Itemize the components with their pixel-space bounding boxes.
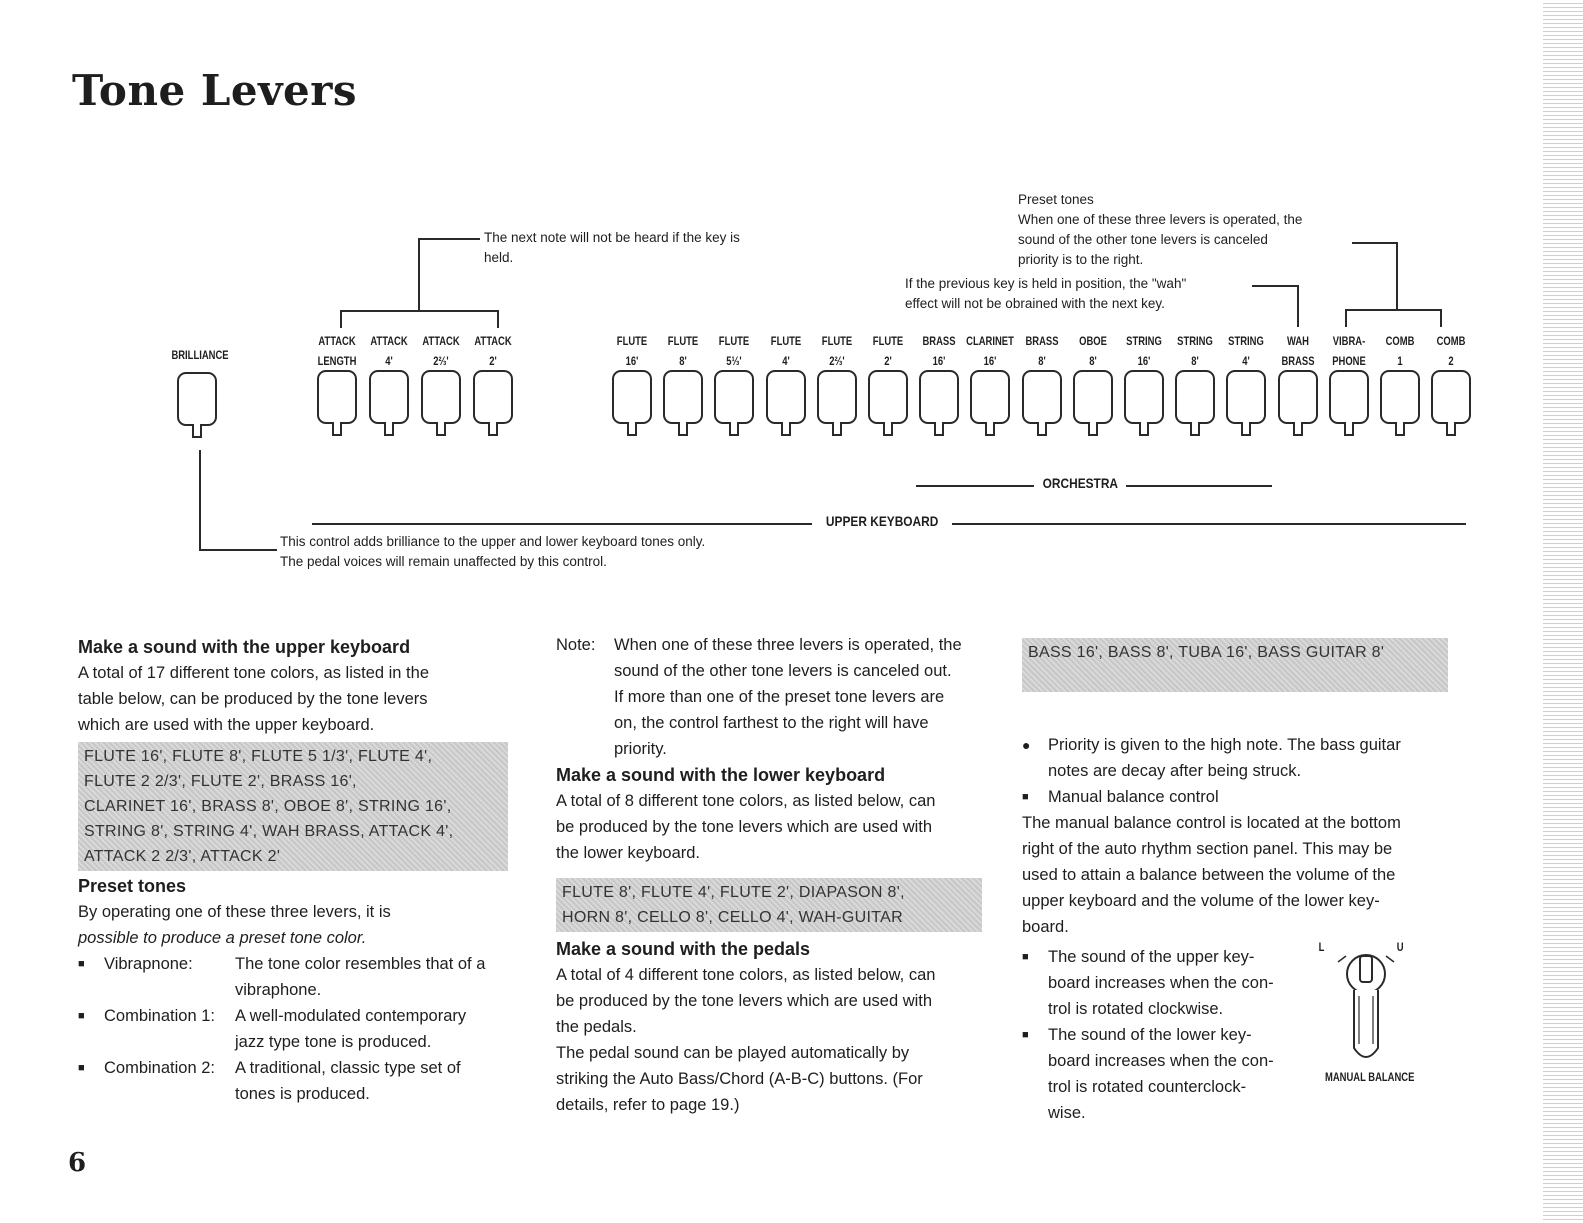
tone-label-bottom: 8': [1037, 356, 1046, 368]
brilliance-label: BRILLIANCE: [171, 350, 229, 362]
tone-label-bottom: 2': [884, 356, 892, 368]
preset-desc: [235, 1003, 466, 1055]
upper-tone-list: [78, 742, 508, 871]
tone-label-top: FLUTE: [770, 336, 801, 348]
tone-label-top: OBOE: [1078, 336, 1107, 348]
priority-item: [1022, 732, 1454, 784]
list-line: FLUTE 8', FLUTE 4', FLUTE 2', DIAPASON 8',: [562, 884, 905, 901]
preset-list: [78, 951, 512, 1107]
attack-note: [484, 228, 740, 268]
preset-name: Combination 1:: [104, 1007, 215, 1025]
para-line: right of the auto rhythm section panel. This may be: [1022, 840, 1393, 858]
knob-right-mark: U: [1396, 942, 1404, 954]
tone-label-top: FLUTE: [719, 336, 750, 348]
tone-label-top: VIBRA-: [1332, 336, 1366, 348]
para-line: be produced by the tone levers which are used with: [556, 992, 933, 1010]
para-line: details, refer to page 19.): [556, 1096, 740, 1114]
tone-lever-stem: [627, 422, 637, 436]
page-number: 6: [68, 1148, 87, 1178]
column-middle: [556, 632, 992, 1118]
attack-note-line: The next note will not be heard if the key is: [484, 230, 740, 245]
tone-lever-stem: [1190, 422, 1200, 436]
tone-label-top: BRASS: [1025, 336, 1059, 348]
priority-line: notes are decay after being struck.: [1048, 762, 1302, 780]
tone-label-top: BRASS: [922, 336, 956, 348]
para-line: which are used with the upper keyboard.: [78, 716, 375, 734]
list-line: STRING 8', STRING 4', WAH BRASS, ATTACK 4',: [84, 823, 454, 840]
note-line: on, the control farthest to the right will have: [614, 714, 929, 732]
tone-label-bottom: 16': [625, 356, 639, 368]
attack-label-bottom: 4': [385, 356, 393, 368]
para-line: upper keyboard and the volume of the lower key-: [1022, 892, 1380, 910]
preset-desc-line: A well-modulated contemporary: [235, 1007, 467, 1025]
preset-note-line: priority is to the right.: [1018, 252, 1144, 267]
preset-desc-line: jazz type tone is produced.: [235, 1033, 432, 1051]
bullet-icon: ■: [1022, 1029, 1029, 1041]
para-line: A total of 17 different tone colors, as listed in the: [78, 664, 429, 682]
bullet-line: trol is rotated clockwise.: [1048, 1000, 1224, 1018]
tone-label-bottom: 16': [1137, 356, 1151, 368]
attack-label-bottom: 2⅔': [433, 356, 449, 368]
attack-lever[interactable]: [473, 370, 513, 424]
tone-lever[interactable]: [1073, 370, 1113, 424]
tone-lever[interactable]: [1431, 370, 1471, 424]
note-text: [614, 632, 962, 762]
tone-label-bottom: BRASS: [1281, 356, 1315, 368]
tone-label-top: COMB: [1436, 336, 1466, 348]
column-left: [78, 634, 512, 1107]
preset-item: [78, 1055, 512, 1107]
para-line: The manual balance control is located at the bottom: [1022, 814, 1401, 832]
note-block: [556, 632, 992, 762]
para-line: possible to produce a preset tone color.: [78, 929, 367, 947]
heading-pedals: Make a sound with the pedals: [556, 939, 811, 959]
priority-line: Priority is given to the high note. The bass guitar: [1048, 736, 1401, 754]
preset-note-line: When one of these three levers is operated, the: [1018, 212, 1303, 227]
orchestra-label: ORCHESTRA: [1042, 475, 1119, 491]
preset-note-line: sound of the other tone levers is canceled: [1018, 232, 1268, 247]
tone-label-bottom: 5⅓': [726, 356, 743, 368]
tone-label-bottom: 1: [1397, 356, 1403, 368]
tone-label-top: FLUTE: [872, 336, 904, 348]
tone-label-top: FLUTE: [616, 336, 648, 348]
brilliance-note-line: This control adds brilliance to the upper and lower keyboard tones only.: [280, 534, 706, 549]
para-line: The pedal sound can be played automatically by: [556, 1044, 910, 1062]
preset-note: [1018, 190, 1302, 270]
note-line: priority.: [614, 740, 667, 758]
attack-lever[interactable]: [369, 370, 409, 424]
brilliance-lever[interactable]: [177, 372, 217, 426]
pedal-tone-list: BASS 16', BASS 8', TUBA 16', BASS GUITAR 8': [1022, 638, 1448, 692]
para-line: table below, can be produced by the tone levers: [78, 690, 428, 708]
bullet-line: board increases when the con-: [1048, 974, 1274, 992]
bullet-icon: ■: [1022, 791, 1029, 803]
preset-name: Combination 2:: [104, 1059, 215, 1077]
para-line: By operating one of these three levers, it is: [78, 903, 391, 921]
page-title: Tone Levers: [72, 66, 357, 115]
attack-note-line: held.: [484, 250, 514, 265]
tone-lever[interactable]: [663, 370, 703, 424]
preset-desc-line: A traditional, classic type set of: [235, 1059, 461, 1077]
tone-label-bottom: 8': [1089, 356, 1097, 368]
bullet-icon: ●: [1022, 737, 1031, 753]
para-line: the pedals.: [556, 1018, 637, 1036]
tone-lever[interactable]: [1329, 370, 1369, 424]
attack-label-bottom: LENGTH: [317, 356, 357, 368]
preset-desc: [235, 1055, 461, 1107]
preset-desc-line: vibraphone.: [235, 981, 322, 999]
attack-label-top: ATTACK: [318, 336, 356, 348]
preset-item: [78, 1003, 512, 1055]
list-line: ATTACK 2 2/3', ATTACK 2': [84, 848, 281, 865]
preset-desc-line: The tone color resembles that of a: [235, 955, 486, 973]
para-line: board.: [1022, 918, 1069, 936]
wah-note-line: If the previous key is held in position, the "wah": [905, 276, 1187, 291]
tone-lever-stem: [1293, 422, 1303, 436]
tone-label-top: FLUTE: [667, 336, 699, 348]
tone-lever[interactable]: [714, 370, 754, 424]
tone-lever-stem: [1241, 422, 1251, 436]
note-line: If more than one of the preset tone levers are: [614, 688, 945, 706]
tone-lever-stem: [1088, 422, 1098, 436]
tone-lever-stem: [1395, 422, 1405, 436]
preset-item: [78, 951, 512, 1003]
bullet-icon: ■: [1022, 951, 1029, 963]
tone-label-bottom: 4': [1242, 356, 1251, 368]
tone-lever-stem: [1344, 422, 1354, 436]
tone-lever-stem: [781, 422, 791, 436]
tone-lever[interactable]: [766, 370, 806, 424]
wah-note-line: effect will not be obrained with the next key.: [905, 296, 1165, 311]
tone-lever[interactable]: [1175, 370, 1215, 424]
note-line: sound of the other tone levers is canceled out.: [614, 662, 952, 680]
para-line: used to attain a balance between the volume of the: [1022, 866, 1396, 884]
tone-label-top: STRING: [1126, 336, 1162, 348]
tone-label-top: CLARINET: [966, 336, 1015, 348]
para-line: the lower keyboard.: [556, 844, 700, 862]
para-line: striking the Auto Bass/Chord (A-B-C) buttons. (For: [556, 1070, 923, 1088]
manual-balance-title: Manual balance control: [1048, 788, 1219, 806]
bullet-icon: ■: [78, 1062, 85, 1074]
tone-label-bottom: 8': [1191, 356, 1199, 368]
tone-label-top: STRING: [1228, 336, 1265, 348]
manual-balance-heading: [1022, 784, 1454, 810]
tone-lever-stem: [832, 422, 842, 436]
bullet-line: The sound of the upper key-: [1048, 948, 1255, 966]
preset-desc-line: tones is produced.: [235, 1085, 370, 1103]
tone-lever[interactable]: [817, 370, 857, 424]
tone-label-bottom: PHONE: [1332, 356, 1366, 368]
attack-label-top: ATTACK: [422, 336, 460, 348]
balance-bullet-upper: [1022, 944, 1318, 1022]
tone-label-bottom: 16': [932, 356, 946, 368]
list-line: FLUTE 2 2/3', FLUTE 2', BRASS 16',: [84, 773, 357, 790]
bullet-icon: ■: [78, 958, 85, 970]
tone-lever-stem: [678, 422, 688, 436]
bullet-line: The sound of the lower key-: [1048, 1026, 1252, 1044]
tone-lever[interactable]: [1124, 370, 1164, 424]
heading-upper-keyboard: Make a sound with the upper keyboard: [78, 637, 411, 657]
bullet-line: wise.: [1048, 1104, 1086, 1122]
para-line: A total of 8 different tone colors, as listed below, can: [556, 792, 936, 810]
tone-label-top: COMB: [1385, 336, 1415, 348]
tone-label-bottom: 2⅔': [829, 356, 845, 368]
tone-lever[interactable]: [868, 370, 908, 424]
bullet-icon: ■: [78, 1010, 85, 1022]
tone-lever-stem: [1037, 422, 1047, 436]
tone-lever-stem: [934, 422, 944, 436]
list-line: CLARINET 16', BRASS 8', OBOE 8', STRING 16',: [84, 798, 452, 815]
knob-label: MANUAL BALANCE: [1325, 1072, 1415, 1084]
knob-left-mark: L: [1318, 942, 1325, 954]
list-line: HORN 8', CELLO 8', CELLO 4', WAH-GUITAR: [562, 909, 903, 926]
attack-lever-stem: [488, 422, 498, 436]
tone-lever-stem: [1139, 422, 1149, 436]
tone-lever[interactable]: [1380, 370, 1420, 424]
tone-lever[interactable]: [1226, 370, 1266, 424]
manual-balance-knob[interactable]: [1316, 938, 1426, 1088]
tone-lever-stem: [883, 422, 893, 436]
attack-label-bottom: 2': [489, 356, 497, 368]
attack-lever-stem: [332, 422, 342, 436]
tone-lever[interactable]: [1278, 370, 1318, 424]
tone-label-bottom: 4': [781, 356, 790, 368]
page-edge: [1543, 0, 1583, 1223]
list-line: FLUTE 16', FLUTE 8', FLUTE 5 1/3', FLUTE 4',: [84, 748, 433, 765]
wah-note: [905, 274, 1186, 314]
tone-label-top: FLUTE: [821, 336, 852, 348]
attack-lever-stem: [436, 422, 446, 436]
attack-lever[interactable]: [421, 370, 461, 424]
tone-label-bottom: 8': [679, 356, 687, 368]
tone-label-bottom: 16': [984, 356, 997, 368]
tone-lever-stem: [985, 422, 995, 436]
attack-label-top: ATTACK: [370, 336, 408, 348]
brilliance-note: [280, 532, 705, 572]
preset-desc: [235, 951, 485, 1003]
tone-lever-stem: [1446, 422, 1456, 436]
tone-lever[interactable]: [919, 370, 959, 424]
tone-lever[interactable]: [970, 370, 1010, 424]
attack-lever-stem: [384, 422, 394, 436]
knob-icon: [1326, 944, 1406, 1074]
lower-tone-list: [556, 878, 982, 932]
tone-lever[interactable]: [1022, 370, 1062, 424]
attack-label-top: ATTACK: [474, 336, 512, 348]
upper-keyboard-label: UPPER KEYBOARD: [825, 513, 939, 529]
tone-lever-stem: [729, 422, 739, 436]
balance-bullet-lower: [1022, 1022, 1318, 1126]
para-line: be produced by the tone levers which are used with: [556, 818, 933, 836]
tone-label-bottom: 2: [1448, 356, 1454, 368]
heading-preset-tones: Preset tones: [78, 876, 187, 896]
brilliance-note-line: The pedal voices will remain unaffected by this control.: [280, 554, 607, 569]
bullet-line: trol is rotated counterclock-: [1048, 1078, 1247, 1096]
para-line: A total of 4 different tone colors, as listed below, can: [556, 966, 936, 984]
tone-label-top: WAH: [1286, 336, 1309, 348]
tone-lever[interactable]: [612, 370, 652, 424]
note-line: When one of these three levers is operated, the: [614, 636, 962, 654]
note-label: Note:: [556, 636, 596, 654]
preset-note-line: Preset tones: [1018, 192, 1094, 207]
preset-name: Vibrapnone:: [104, 955, 193, 973]
bullet-line: board increases when the con-: [1048, 1052, 1274, 1070]
heading-lower-keyboard: Make a sound with the lower keyboard: [556, 765, 886, 785]
attack-lever[interactable]: [317, 370, 357, 424]
tone-label-top: STRING: [1177, 336, 1213, 348]
brilliance-lever-stem: [192, 424, 202, 438]
